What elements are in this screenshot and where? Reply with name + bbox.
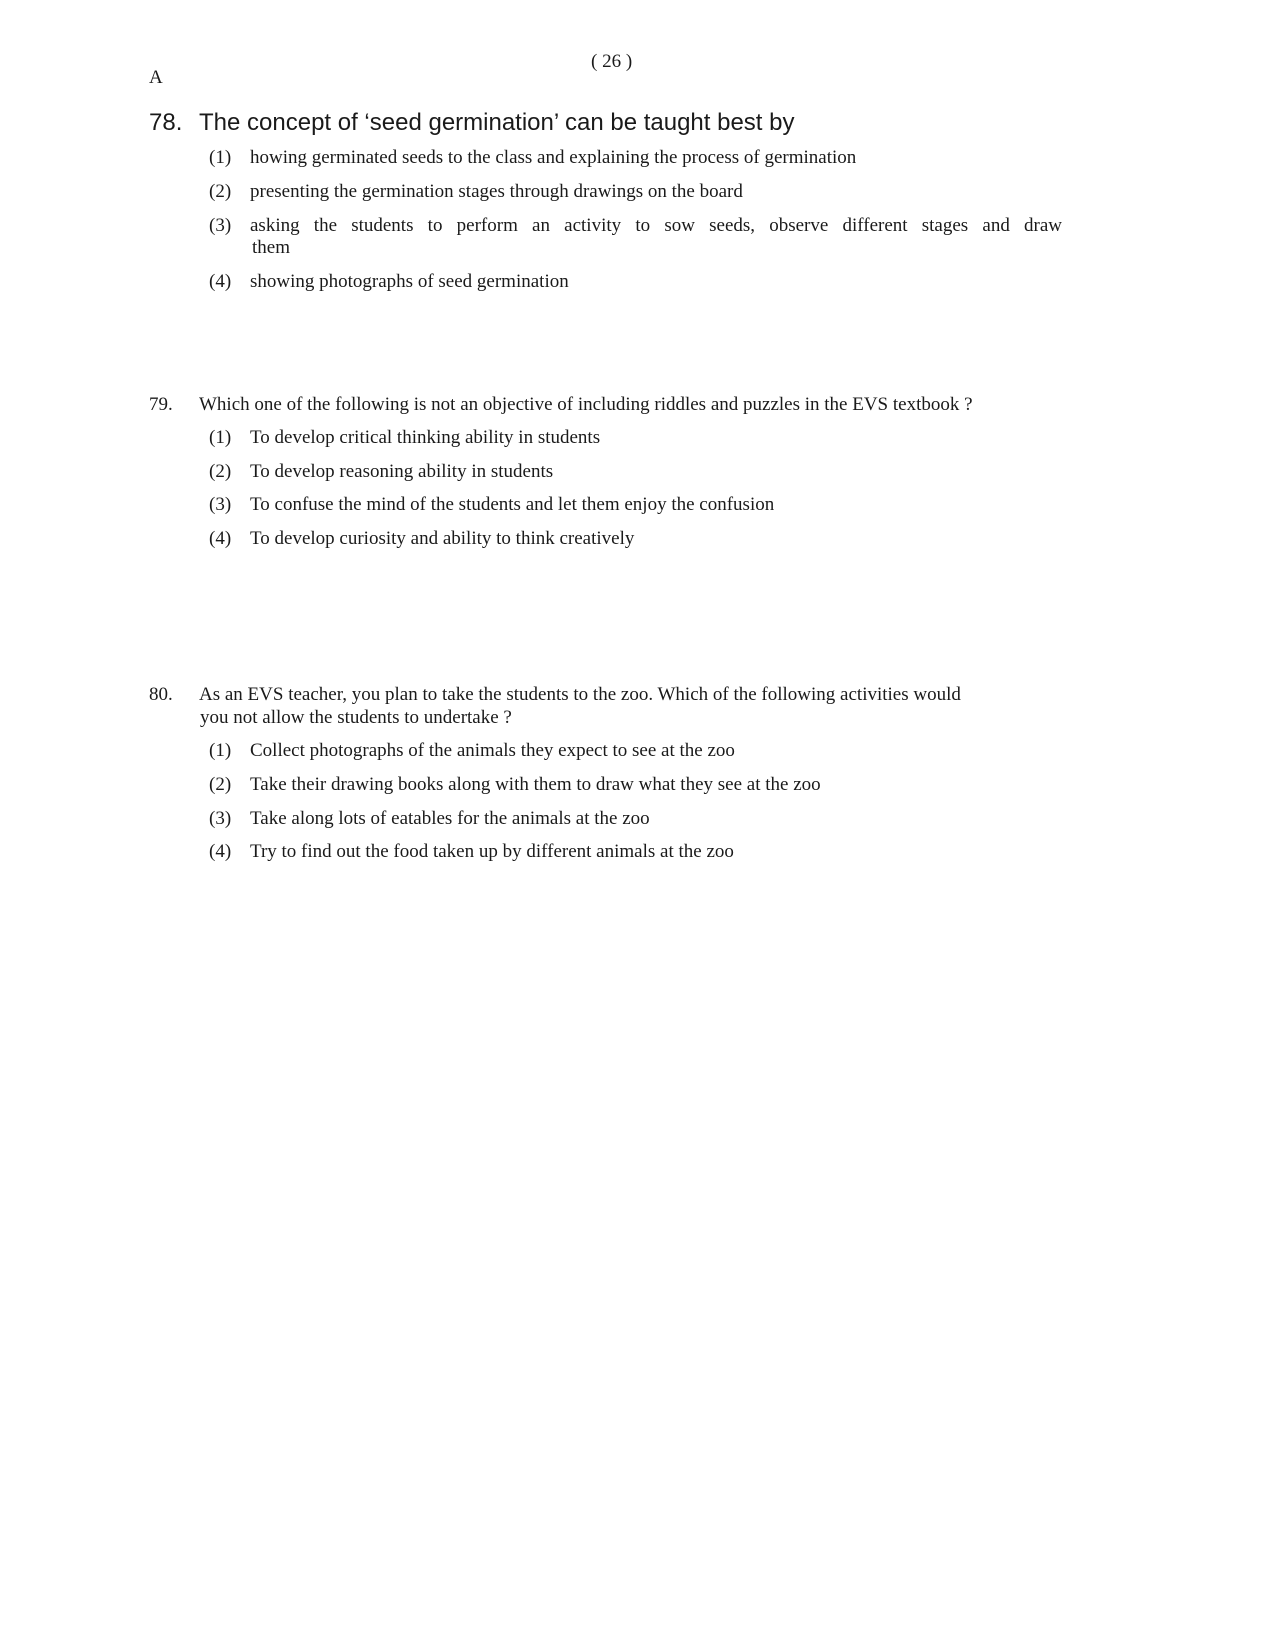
option-label: (3) — [209, 808, 232, 829]
question-text-continued: you not allow the students to undertake ? — [200, 707, 512, 728]
option-text: Take their drawing books along with them to draw what they see at the zoo — [250, 774, 821, 795]
option-text: To develop reasoning ability in students — [250, 461, 554, 482]
option-label: (4) — [209, 841, 232, 862]
question-number: 79. — [149, 394, 173, 415]
option-label: (3) — [209, 494, 232, 515]
question-number: 80. — [149, 684, 173, 705]
option-label: (1) — [209, 147, 232, 168]
option-label: (4) — [209, 271, 232, 292]
page-number: ( 26 ) — [591, 51, 633, 72]
option-label: (2) — [209, 461, 232, 482]
option-text: presenting the germination stages through drawings on the board — [250, 181, 743, 202]
option-label: (1) — [209, 427, 232, 448]
option-text: asking the students to perform an activity to sow seeds, observe different stages and draw — [250, 215, 1062, 236]
question-text: Which one of the following is not an objective of including riddles and puzzles in the EVS textbook ? — [199, 394, 973, 415]
option-text: To develop curiosity and ability to think creatively — [250, 528, 635, 549]
option-text-continued: them — [252, 237, 290, 258]
option-label: (4) — [209, 528, 232, 549]
question-text: As an EVS teacher, you plan to take the students to the zoo. Which of the following activities would — [199, 684, 961, 705]
option-label: (2) — [209, 774, 232, 795]
option-text: To develop critical thinking ability in students — [250, 427, 601, 448]
option-text: howing germinated seeds to the class and explaining the process of germination — [250, 147, 857, 168]
option-label: (2) — [209, 181, 232, 202]
option-text: showing photographs of seed germination — [250, 271, 569, 292]
option-text: Take along lots of eatables for the animals at the zoo — [250, 808, 650, 829]
question-text: The concept of ‘seed germination’ can be taught best by — [199, 109, 795, 136]
option-label: (3) — [209, 215, 232, 236]
option-text: Collect photographs of the animals they expect to see at the zoo — [250, 740, 735, 761]
option-text: To confuse the mind of the students and let them enjoy the confusion — [250, 494, 775, 515]
option-text: Try to find out the food taken up by different animals at the zoo — [250, 841, 734, 862]
option-label: (1) — [209, 740, 232, 761]
question-number: 78. — [149, 109, 183, 136]
booklet-code: A — [149, 67, 163, 88]
